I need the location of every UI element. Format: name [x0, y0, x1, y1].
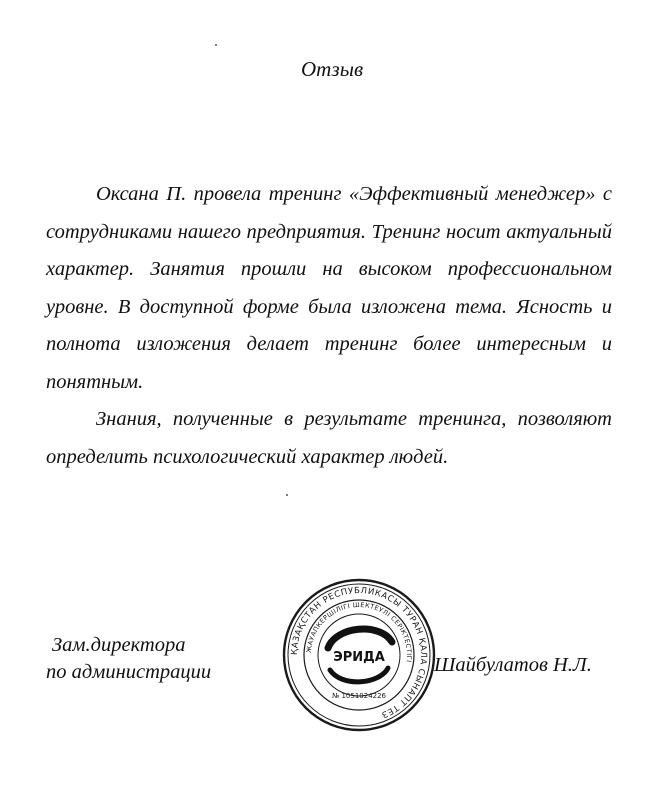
official-stamp-icon: [280, 576, 438, 734]
scan-speck: [215, 44, 217, 46]
signer-name: Шайбулатов Н.Л.: [434, 654, 592, 676]
paragraph-1: Оксана П. провела тренинг «Эффективный менеджер» с сотрудниками нашего предприятия. Тренинг носит актуальный характер. Занятия прошли на высоком профессиональном уровне. В доступной форме была изложена тема. Ясность и полнота изложения делает тренинг более интересным и понятным.: [46, 183, 612, 393]
stamp-center-text: ЭРИДА: [333, 650, 385, 665]
stamp-number-text: № 1051024226: [331, 692, 387, 700]
stamp-inner-text: ЖАУАПКЕРШІЛІГІ ШЕКТЕУЛІ СЕРІКТЕСТІГІ: [304, 600, 414, 663]
signer-position: [46, 632, 211, 686]
signer-position-line-2: по администрации: [46, 661, 212, 683]
stamp-outer-text: ҚАЗАҚСТАН РЕСПУБЛИКАСЫ ТУРАН ҚАЛА СЫНАПТ ТЕЗ: [289, 585, 429, 720]
document-title: Отзыв: [300, 57, 364, 81]
scan-speck: [286, 494, 288, 496]
signer-position-line-1: Зам.директора: [52, 634, 186, 656]
paragraph-2: Знания, полученные в результате тренинга, позволяют определить психологический характер людей.: [46, 408, 612, 468]
document-body: [46, 176, 612, 476]
